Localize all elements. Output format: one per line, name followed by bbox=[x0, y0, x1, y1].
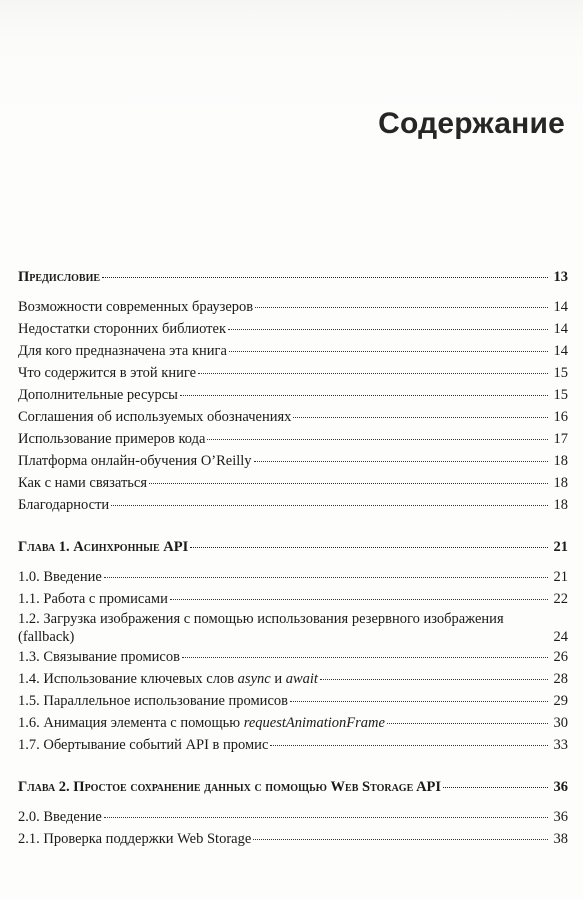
toc-entry-label: Благодарности bbox=[18, 497, 110, 513]
toc-entry[interactable] bbox=[18, 452, 568, 470]
toc-page-number: 18 bbox=[553, 453, 568, 469]
toc-heading-chapter-2[interactable] bbox=[18, 778, 568, 796]
toc-entry-label: 1.7. Обертывание событий API в промис bbox=[18, 737, 269, 753]
toc-entry[interactable] bbox=[18, 386, 568, 404]
toc-entry-label: Соглашения об используемых обозначениях bbox=[18, 409, 292, 425]
toc-entry-label: 2.0. Введение bbox=[18, 809, 102, 825]
toc-heading-label: Глава 1. Асинхронные API bbox=[18, 539, 189, 555]
leader-dots bbox=[198, 373, 548, 374]
toc-entry-label: Для кого предназначена эта книга bbox=[18, 343, 227, 359]
leader-dots bbox=[228, 329, 548, 330]
toc-entry-label: Дополнительные ресурсы bbox=[18, 387, 178, 403]
leader-dots bbox=[102, 277, 548, 278]
toc-page-number: 14 bbox=[553, 343, 568, 359]
toc-entry[interactable] bbox=[18, 408, 568, 426]
toc-entry[interactable] bbox=[18, 648, 568, 666]
toc-entry[interactable] bbox=[18, 808, 568, 826]
toc-entry[interactable] bbox=[18, 590, 568, 608]
leader-dots bbox=[253, 839, 548, 840]
toc-page-number: 36 bbox=[553, 809, 568, 825]
toc-heading-label: Предисловие bbox=[18, 269, 101, 285]
page-title: Содержание bbox=[378, 107, 565, 140]
toc-entry[interactable] bbox=[18, 430, 568, 448]
toc-entry-label: Что содержится в этой книге bbox=[18, 365, 197, 381]
toc-entry-label: Возможности современных браузеров bbox=[18, 299, 254, 315]
leader-dots bbox=[443, 787, 548, 788]
toc-page-number: 18 bbox=[553, 497, 568, 513]
leader-dots bbox=[320, 679, 548, 680]
leader-dots bbox=[229, 351, 548, 352]
leader-dots bbox=[293, 417, 548, 418]
toc-page-number: 36 bbox=[553, 779, 568, 795]
toc-entry-label: 1.5. Параллельное использование промисов bbox=[18, 693, 288, 709]
toc-entry-label: 1.1. Работа с промисами bbox=[18, 591, 168, 607]
toc-page-number: 18 bbox=[553, 475, 568, 491]
leader-dots bbox=[180, 395, 548, 396]
leader-dots bbox=[190, 547, 548, 548]
toc-page-number: 33 bbox=[553, 737, 568, 753]
leader-dots bbox=[290, 701, 548, 702]
leader-dots bbox=[255, 307, 548, 308]
toc-page-number: 21 bbox=[553, 569, 568, 585]
code-keyword-raf: requestAnimationFrame bbox=[243, 715, 385, 731]
toc-entry[interactable] bbox=[18, 692, 568, 710]
toc-heading-preface[interactable] bbox=[18, 268, 568, 286]
toc-page-number: 15 bbox=[553, 365, 568, 381]
toc-entry-label bbox=[18, 670, 318, 688]
toc-page-number: 17 bbox=[553, 431, 568, 447]
toc-entry-label: 1.0. Введение bbox=[18, 569, 102, 585]
leader-dots bbox=[182, 657, 548, 658]
toc-page-number: 14 bbox=[553, 321, 568, 337]
toc-page-number: 14 bbox=[553, 299, 568, 315]
toc-entry[interactable] bbox=[18, 364, 568, 382]
toc-page-number: 16 bbox=[553, 409, 568, 425]
toc-entry-label: Платформа онлайн-обучения O’Reilly bbox=[18, 453, 252, 469]
toc-entry[interactable] bbox=[18, 714, 568, 732]
toc-entry-label bbox=[18, 714, 385, 732]
toc-entry[interactable] bbox=[18, 830, 568, 848]
leader-dots bbox=[387, 723, 548, 724]
toc-entry[interactable] bbox=[18, 320, 568, 338]
leader-dots bbox=[270, 745, 548, 746]
leader-dots bbox=[149, 483, 548, 484]
leader-dots bbox=[111, 505, 548, 506]
toc-entry[interactable] bbox=[18, 568, 568, 586]
code-keyword-await: await bbox=[285, 671, 318, 687]
toc-page-number: 30 bbox=[553, 715, 568, 731]
toc-entry-label: 2.1. Проверка поддержки Web Storage bbox=[18, 831, 252, 847]
toc-entry[interactable] bbox=[18, 342, 568, 360]
toc-page-number: 21 bbox=[553, 539, 568, 555]
toc-page-number: 22 bbox=[553, 591, 568, 607]
toc-page-number: 13 bbox=[553, 269, 568, 285]
toc-entry-label-text: 1.4. Использование ключевых слов bbox=[18, 671, 238, 687]
code-keyword-async: async bbox=[237, 671, 271, 687]
leader-dots bbox=[170, 599, 548, 600]
toc-entry[interactable] bbox=[18, 670, 568, 688]
toc-entry-label: Как с нами связаться bbox=[18, 475, 148, 491]
leader-dots bbox=[104, 577, 548, 578]
leader-dots bbox=[254, 461, 548, 462]
toc-entry[interactable] bbox=[18, 610, 568, 646]
toc-heading-label: Глава 2. Простое сохранение данных с помощью Web Storage API bbox=[18, 779, 442, 795]
toc-entry-label: Недостатки сторонних библиотек bbox=[18, 321, 226, 337]
toc-page-number: 38 bbox=[553, 831, 568, 847]
toc-page-number: 24 bbox=[553, 629, 568, 645]
toc-entry[interactable] bbox=[18, 496, 568, 514]
toc-entry[interactable] bbox=[18, 736, 568, 754]
toc-page-number: 28 bbox=[553, 671, 568, 687]
toc-entry-label: 1.2. Загрузка изображения с помощью использования резервного изображения (fallback) bbox=[18, 611, 504, 645]
toc-entry-label-text: и bbox=[270, 671, 286, 687]
toc-entry-label: 1.3. Связывание промисов bbox=[18, 649, 180, 665]
toc-heading-chapter-1[interactable] bbox=[18, 538, 568, 556]
toc-entry-label: Использование примеров кода bbox=[18, 431, 206, 447]
toc-page-number: 15 bbox=[553, 387, 568, 403]
toc-page-number: 26 bbox=[553, 649, 568, 665]
toc-entry[interactable] bbox=[18, 298, 568, 316]
toc-entry[interactable] bbox=[18, 474, 568, 492]
toc-entry-label-text: 1.6. Анимация элемента с помощью bbox=[18, 715, 244, 731]
toc-page-number: 29 bbox=[553, 693, 568, 709]
leader-dots bbox=[104, 817, 548, 818]
leader-dots bbox=[207, 439, 548, 440]
